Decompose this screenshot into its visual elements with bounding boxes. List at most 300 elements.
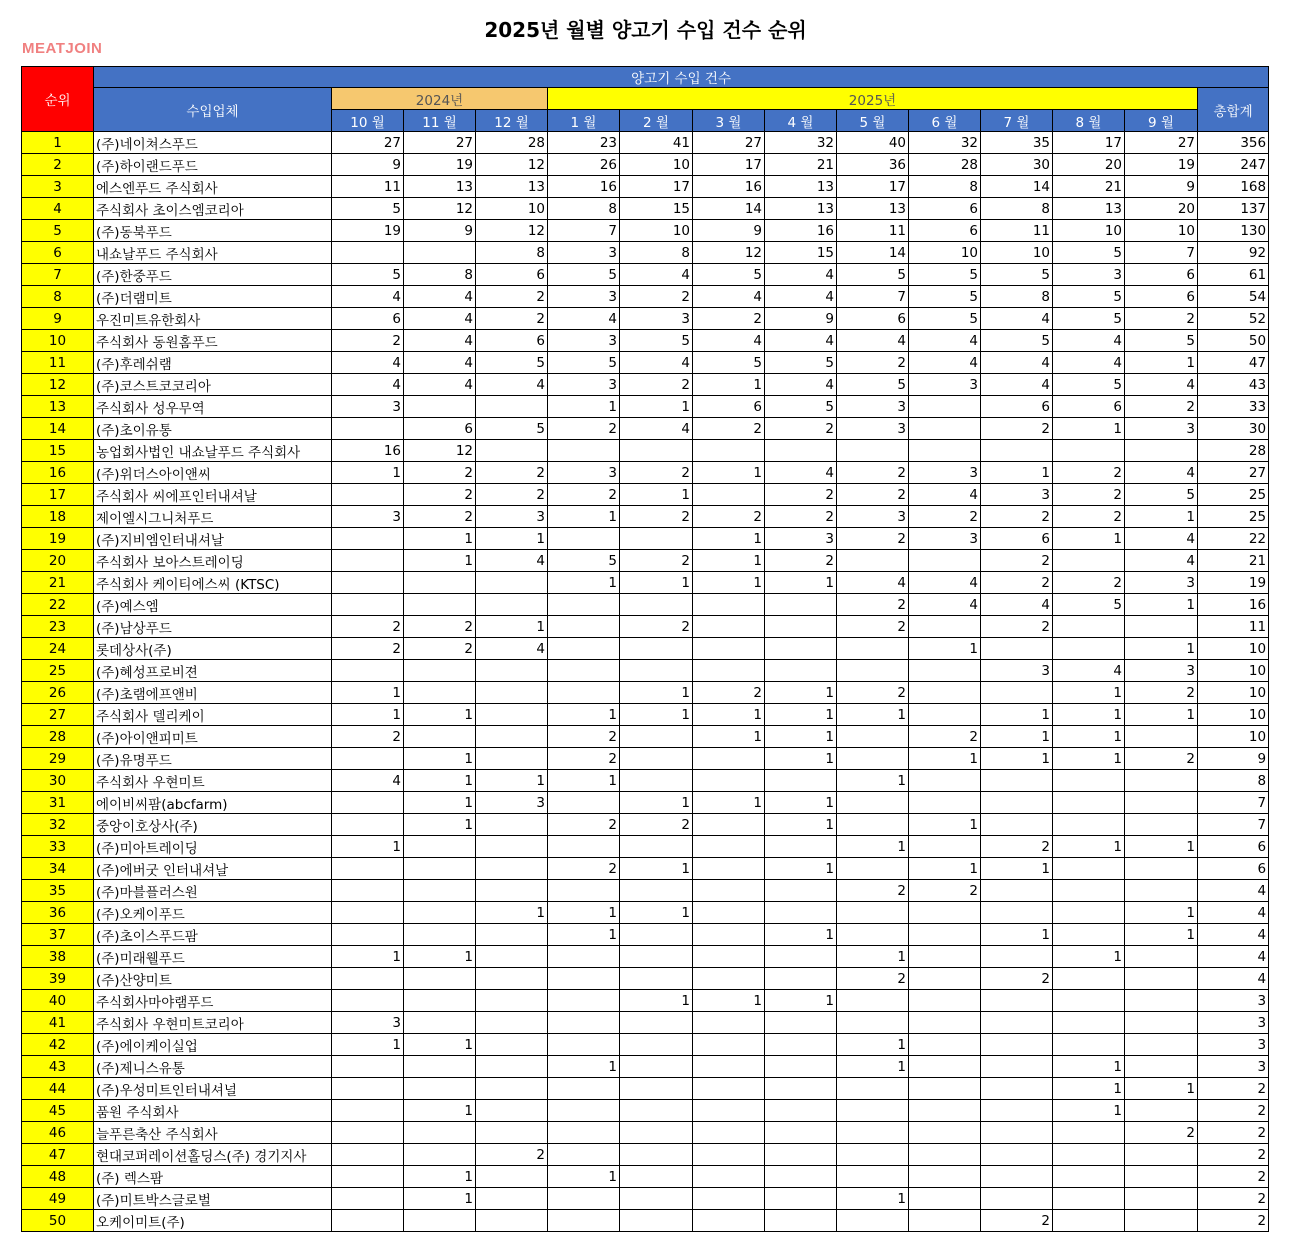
month-header: 5 월: [837, 110, 909, 132]
rank-cell: 8: [22, 286, 94, 308]
rank-cell: 20: [22, 550, 94, 572]
count-cell: [1125, 1056, 1198, 1078]
count-cell: 2: [476, 484, 548, 506]
count-cell: 17: [1053, 132, 1125, 154]
table-row: [22, 418, 1269, 440]
total-cell: 4: [1198, 880, 1269, 902]
count-cell: [332, 594, 404, 616]
table-row: [22, 506, 1269, 528]
count-cell: [909, 616, 981, 638]
count-cell: 1: [909, 814, 981, 836]
count-cell: [548, 682, 620, 704]
count-cell: 6: [1053, 396, 1125, 418]
count-cell: [620, 1012, 693, 1034]
rank-cell: 38: [22, 946, 94, 968]
count-cell: [1125, 1166, 1198, 1188]
count-cell: [620, 770, 693, 792]
count-cell: 2: [548, 418, 620, 440]
count-cell: [620, 1122, 693, 1144]
count-cell: 3: [548, 242, 620, 264]
count-cell: 2: [620, 814, 693, 836]
count-cell: 5: [837, 374, 909, 396]
count-cell: [837, 792, 909, 814]
count-cell: 6: [693, 396, 765, 418]
count-cell: 5: [476, 352, 548, 374]
count-cell: 5: [909, 264, 981, 286]
total-cell: 2: [1198, 1188, 1269, 1210]
count-cell: [1125, 1188, 1198, 1210]
count-cell: [620, 594, 693, 616]
count-cell: 10: [1125, 220, 1198, 242]
count-cell: [1125, 1100, 1198, 1122]
company-cell: 주식회사 씨에프인터내셔날: [94, 484, 332, 506]
count-cell: 4: [476, 550, 548, 572]
count-cell: 5: [332, 198, 404, 220]
count-cell: [837, 726, 909, 748]
count-cell: 19: [332, 220, 404, 242]
count-cell: [1125, 968, 1198, 990]
total-cell: 30: [1198, 418, 1269, 440]
rank-cell: 48: [22, 1166, 94, 1188]
count-cell: [837, 748, 909, 770]
count-cell: [332, 1122, 404, 1144]
count-cell: 4: [1125, 528, 1198, 550]
count-cell: 40: [837, 132, 909, 154]
count-cell: 13: [837, 198, 909, 220]
count-cell: [909, 1012, 981, 1034]
table-row: [22, 770, 1269, 792]
company-cell: 우진미트유한회사: [94, 308, 332, 330]
count-cell: [548, 660, 620, 682]
count-cell: 2: [620, 286, 693, 308]
table-row: [22, 594, 1269, 616]
company-cell: (주)지비엠인터내셔날: [94, 528, 332, 550]
count-cell: 3: [1125, 418, 1198, 440]
count-cell: [620, 440, 693, 462]
table-row: [22, 264, 1269, 286]
count-cell: 9: [1125, 176, 1198, 198]
count-cell: 6: [1125, 264, 1198, 286]
count-cell: 1: [1053, 418, 1125, 440]
count-cell: 4: [981, 374, 1053, 396]
count-cell: [548, 638, 620, 660]
count-cell: 12: [476, 154, 548, 176]
count-cell: 13: [1053, 198, 1125, 220]
company-cell: (주)위더스아이앤씨: [94, 462, 332, 484]
table-row: [22, 1100, 1269, 1122]
count-cell: [765, 594, 837, 616]
company-cell: (주)혜성프로비젼: [94, 660, 332, 682]
count-cell: 2: [404, 616, 476, 638]
count-cell: [476, 1012, 548, 1034]
count-cell: [476, 880, 548, 902]
count-cell: 32: [765, 132, 837, 154]
count-cell: [404, 594, 476, 616]
count-cell: 5: [332, 264, 404, 286]
count-cell: [765, 836, 837, 858]
total-cell: 3: [1198, 1034, 1269, 1056]
count-cell: 1: [404, 704, 476, 726]
table-row: [22, 1012, 1269, 1034]
count-cell: [981, 1078, 1053, 1100]
count-cell: [1053, 792, 1125, 814]
count-cell: 1: [837, 704, 909, 726]
count-cell: [1125, 1210, 1198, 1232]
count-cell: [332, 1188, 404, 1210]
count-cell: [909, 1122, 981, 1144]
count-cell: [620, 880, 693, 902]
count-cell: 2: [620, 462, 693, 484]
count-cell: [981, 1122, 1053, 1144]
count-cell: [981, 1012, 1053, 1034]
count-cell: [909, 770, 981, 792]
count-cell: 5: [693, 352, 765, 374]
count-cell: [837, 1078, 909, 1100]
table-row: [22, 616, 1269, 638]
rank-cell: 1: [22, 132, 94, 154]
total-cell: 7: [1198, 814, 1269, 836]
count-cell: [620, 924, 693, 946]
company-cell: 주식회사마야램푸드: [94, 990, 332, 1012]
count-cell: [981, 814, 1053, 836]
count-cell: [693, 880, 765, 902]
count-cell: [476, 924, 548, 946]
count-cell: 3: [981, 484, 1053, 506]
table-row: [22, 1144, 1269, 1166]
table-row: [22, 968, 1269, 990]
total-cell: 3: [1198, 990, 1269, 1012]
count-cell: 1: [837, 1188, 909, 1210]
count-cell: 4: [332, 770, 404, 792]
count-cell: 1: [620, 682, 693, 704]
table-row: [22, 1056, 1269, 1078]
rank-cell: 5: [22, 220, 94, 242]
count-cell: 15: [620, 198, 693, 220]
total-cell: 33: [1198, 396, 1269, 418]
count-cell: [693, 440, 765, 462]
count-cell: [404, 990, 476, 1012]
count-cell: 2: [1053, 572, 1125, 594]
rank-cell: 42: [22, 1034, 94, 1056]
count-cell: 8: [476, 242, 548, 264]
count-cell: [404, 1078, 476, 1100]
company-cell: (주)초이스푸드팜: [94, 924, 332, 946]
count-cell: [548, 836, 620, 858]
company-cell: (주)마블플러스원: [94, 880, 332, 902]
count-cell: 2: [765, 484, 837, 506]
count-cell: 2: [548, 726, 620, 748]
count-cell: [548, 1210, 620, 1232]
count-cell: [476, 1100, 548, 1122]
rank-cell: 10: [22, 330, 94, 352]
count-cell: 2: [837, 528, 909, 550]
count-cell: 6: [981, 396, 1053, 418]
count-cell: 14: [981, 176, 1053, 198]
company-cell: 주식회사 우현미트코리아: [94, 1012, 332, 1034]
company-cell: 롯데상사(주): [94, 638, 332, 660]
group-header: 양고기 수입 건수: [94, 67, 1269, 88]
count-cell: 1: [404, 814, 476, 836]
count-cell: 6: [476, 264, 548, 286]
count-cell: [548, 792, 620, 814]
rank-cell: 46: [22, 1122, 94, 1144]
total-cell: 130: [1198, 220, 1269, 242]
count-cell: 1: [1053, 748, 1125, 770]
count-cell: [1125, 1012, 1198, 1034]
count-cell: 2: [1125, 396, 1198, 418]
count-cell: 1: [404, 748, 476, 770]
count-cell: [693, 660, 765, 682]
page-title: 2025년 월별 양고기 수입 건수 순위: [484, 18, 807, 42]
count-cell: 1: [620, 902, 693, 924]
count-cell: 8: [909, 176, 981, 198]
count-cell: 1: [620, 396, 693, 418]
count-cell: 5: [765, 396, 837, 418]
count-cell: 2: [476, 308, 548, 330]
count-cell: 11: [332, 176, 404, 198]
count-cell: 5: [1053, 308, 1125, 330]
count-cell: 5: [693, 264, 765, 286]
count-cell: [765, 1012, 837, 1034]
count-cell: 4: [765, 264, 837, 286]
count-cell: [548, 1078, 620, 1100]
company-cell: (주)초램에프앤비: [94, 682, 332, 704]
count-cell: 3: [548, 286, 620, 308]
count-cell: [548, 880, 620, 902]
count-cell: 1: [1053, 946, 1125, 968]
count-cell: [620, 1056, 693, 1078]
count-cell: [1125, 440, 1198, 462]
total-cell: 6: [1198, 858, 1269, 880]
company-cell: 주식회사 케이티에스씨 (KTSC): [94, 572, 332, 594]
count-cell: 1: [476, 616, 548, 638]
count-cell: 2: [476, 462, 548, 484]
count-cell: 2: [404, 638, 476, 660]
table-row: [22, 176, 1269, 198]
count-cell: [1053, 858, 1125, 880]
table-row: [22, 814, 1269, 836]
table-row: [22, 1122, 1269, 1144]
count-cell: [476, 836, 548, 858]
month-header: 7 월: [981, 110, 1053, 132]
total-cell: 3: [1198, 1056, 1269, 1078]
count-cell: 1: [693, 792, 765, 814]
company-cell: (주) 렉스팜: [94, 1166, 332, 1188]
total-cell: 10: [1198, 726, 1269, 748]
count-cell: 2: [548, 858, 620, 880]
count-cell: 9: [404, 220, 476, 242]
count-cell: 2: [837, 352, 909, 374]
count-cell: [909, 1078, 981, 1100]
count-cell: 1: [548, 902, 620, 924]
count-cell: [693, 770, 765, 792]
company-cell: 주식회사 우현미트: [94, 770, 332, 792]
table-row: [22, 572, 1269, 594]
count-cell: [476, 396, 548, 418]
count-cell: 4: [332, 286, 404, 308]
count-cell: [909, 1056, 981, 1078]
count-cell: [765, 638, 837, 660]
count-cell: 3: [909, 528, 981, 550]
total-cell: 4: [1198, 946, 1269, 968]
rank-cell: 11: [22, 352, 94, 374]
rank-cell: 15: [22, 440, 94, 462]
count-cell: 5: [548, 264, 620, 286]
total-cell: 8: [1198, 770, 1269, 792]
count-cell: [548, 990, 620, 1012]
count-cell: 1: [548, 572, 620, 594]
count-cell: 16: [332, 440, 404, 462]
count-cell: 1: [693, 990, 765, 1012]
company-cell: 중앙이호상사(주): [94, 814, 332, 836]
count-cell: 19: [404, 154, 476, 176]
count-cell: 10: [476, 198, 548, 220]
total-cell: 356: [1198, 132, 1269, 154]
count-cell: 2: [981, 572, 1053, 594]
count-cell: [765, 1166, 837, 1188]
count-cell: 2: [476, 286, 548, 308]
rank-cell: 33: [22, 836, 94, 858]
count-cell: [765, 616, 837, 638]
count-cell: [548, 968, 620, 990]
count-cell: 9: [693, 220, 765, 242]
count-cell: 2: [404, 462, 476, 484]
count-cell: [693, 836, 765, 858]
count-cell: 1: [548, 396, 620, 418]
total-cell: 2: [1198, 1100, 1269, 1122]
count-cell: 10: [981, 242, 1053, 264]
count-cell: [693, 1210, 765, 1232]
count-cell: 4: [404, 352, 476, 374]
count-cell: 2: [1125, 1122, 1198, 1144]
count-cell: 19: [1125, 154, 1198, 176]
count-cell: [404, 1122, 476, 1144]
count-cell: 1: [548, 1056, 620, 1078]
count-cell: 1: [1125, 1078, 1198, 1100]
count-cell: 3: [620, 308, 693, 330]
count-cell: [981, 1188, 1053, 1210]
table-row: [22, 242, 1269, 264]
rank-cell: 32: [22, 814, 94, 836]
count-cell: [332, 528, 404, 550]
count-cell: 1: [981, 858, 1053, 880]
count-cell: [909, 550, 981, 572]
count-cell: [693, 1122, 765, 1144]
count-cell: 6: [404, 418, 476, 440]
table-row: [22, 330, 1269, 352]
count-cell: 4: [981, 308, 1053, 330]
count-cell: [476, 946, 548, 968]
count-cell: [1125, 880, 1198, 902]
count-cell: [620, 1144, 693, 1166]
count-cell: 1: [981, 924, 1053, 946]
count-cell: 4: [476, 374, 548, 396]
count-cell: 10: [620, 154, 693, 176]
count-cell: 4: [548, 308, 620, 330]
table-row: [22, 704, 1269, 726]
count-cell: [476, 660, 548, 682]
count-cell: [620, 660, 693, 682]
count-cell: 3: [1053, 264, 1125, 286]
table-row: [22, 132, 1269, 154]
count-cell: 1: [981, 704, 1053, 726]
table-row: [22, 1034, 1269, 1056]
count-cell: [404, 836, 476, 858]
count-cell: [909, 1188, 981, 1210]
count-cell: 30: [981, 154, 1053, 176]
count-cell: 1: [404, 792, 476, 814]
count-cell: [332, 748, 404, 770]
company-cell: 주식회사 델리케이: [94, 704, 332, 726]
count-cell: 1: [404, 1034, 476, 1056]
rank-cell: 37: [22, 924, 94, 946]
count-cell: 2: [693, 308, 765, 330]
count-cell: 4: [1053, 330, 1125, 352]
rank-cell: 34: [22, 858, 94, 880]
count-cell: 3: [981, 660, 1053, 682]
count-cell: [404, 572, 476, 594]
count-cell: 1: [620, 572, 693, 594]
count-cell: [404, 1012, 476, 1034]
count-cell: [1125, 792, 1198, 814]
count-cell: 1: [909, 748, 981, 770]
table-row: [22, 1078, 1269, 1100]
rank-cell: 41: [22, 1012, 94, 1034]
count-cell: 4: [765, 330, 837, 352]
rank-cell: 45: [22, 1100, 94, 1122]
count-cell: [693, 946, 765, 968]
count-cell: [1125, 616, 1198, 638]
count-cell: [1125, 990, 1198, 1012]
count-cell: 1: [1125, 836, 1198, 858]
count-cell: 1: [765, 990, 837, 1012]
count-cell: [476, 1210, 548, 1232]
count-cell: [476, 594, 548, 616]
count-cell: [981, 770, 1053, 792]
count-cell: 4: [1125, 374, 1198, 396]
count-cell: [693, 638, 765, 660]
count-cell: [620, 1188, 693, 1210]
company-cell: (주)미아트레이딩: [94, 836, 332, 858]
table-row: [22, 198, 1269, 220]
total-cell: 137: [1198, 198, 1269, 220]
count-cell: 1: [765, 682, 837, 704]
company-cell: (주)미트박스글로벌: [94, 1188, 332, 1210]
count-cell: [837, 1122, 909, 1144]
total-cell: 2: [1198, 1144, 1269, 1166]
table-row: [22, 858, 1269, 880]
company-cell: 농업회사법인 내쇼날푸드 주식회사: [94, 440, 332, 462]
count-cell: 2: [548, 814, 620, 836]
total-cell: 168: [1198, 176, 1269, 198]
year-2024-header: 2024년: [332, 88, 548, 110]
total-cell: 7: [1198, 792, 1269, 814]
total-cell: 21: [1198, 550, 1269, 572]
count-cell: [548, 1188, 620, 1210]
count-cell: 1: [1125, 704, 1198, 726]
count-cell: 1: [693, 726, 765, 748]
count-cell: [1053, 550, 1125, 572]
count-cell: [1053, 902, 1125, 924]
count-cell: 1: [693, 462, 765, 484]
count-cell: [404, 242, 476, 264]
count-cell: 1: [693, 528, 765, 550]
count-cell: 1: [404, 528, 476, 550]
rank-header: 순위: [22, 67, 94, 132]
count-cell: [981, 440, 1053, 462]
count-cell: 5: [981, 264, 1053, 286]
count-cell: 12: [693, 242, 765, 264]
